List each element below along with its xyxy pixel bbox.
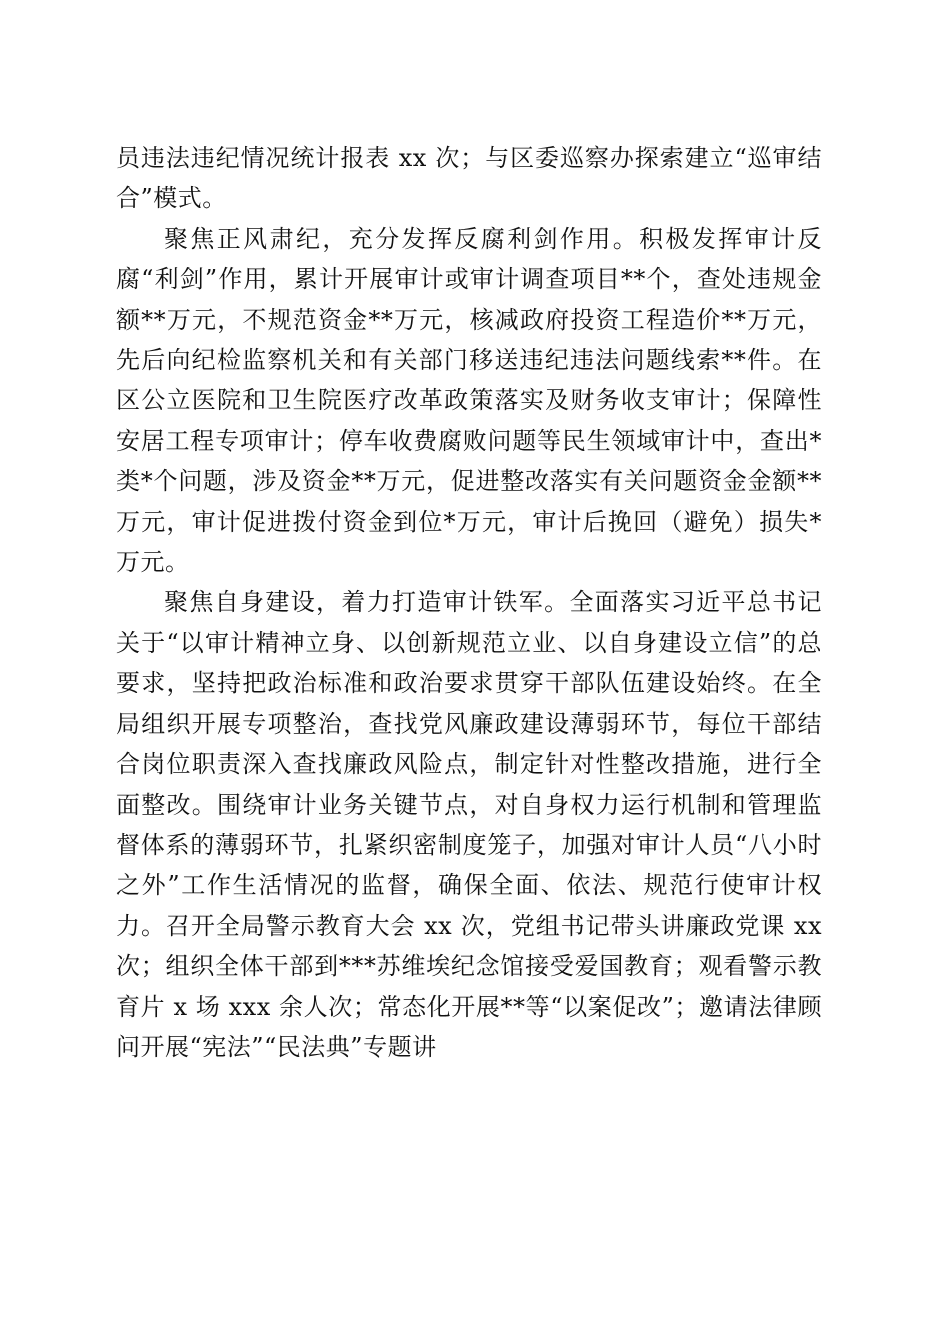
paragraph-2: 聚焦正风肃纪，充分发挥反腐利剑作用。积极发挥审计反腐“利剑”作用，累计开展审计或审计调查项目**个，查处违规金额**万元，不规范资金**万元，核减政府投资工程造价**万元，先后向纪检监察机关和有关部门移送违纪违法问题线索**件。在区公立医院和卫生院医疗改革政策落实及财务收支审计；保障性安居工程专项审计；停车收费腐败问题等民生领域审计中，查出*类*个问题，涉及资金**万元，促进整改落实有关问题资金金额**万元，审计促进拨付资金到位*万元，审计后挽回（避免）损失*万元。 bbox=[116, 224, 822, 577]
document-body bbox=[116, 138, 822, 1067]
paragraph-1: 员违法违纪情况统计报表 xx 次；与区委巡察办探索建立“巡审结合”模式。 bbox=[116, 144, 822, 213]
paragraph-3: 聚焦自身建设，着力打造审计铁军。全面落实习近平总书记关于“以审计精神立身、以创新规范立业、以自身建设立信”的总要求，坚持把政治标准和政治要求贯穿干部队伍建设始终。在全局组织开展专项整治，查找党风廉政建设薄弱环节，每位干部结合岗位职责深入查找廉政风险点，制定针对性整改措施，进行全面整改。围绕审计业务关键节点，对自身权力运行机制和管理监督体系的薄弱环节，扎紧织密制度笼子，加强对审计人员“八小时之外”工作生活情况的监督，确保全面、依法、规范行使审计权力。召开全局警示教育大会 xx 次，党组书记带头讲廉政党课 xx 次；组织全体干部到***苏维埃纪念馆接受爱国教育；观看警示教育片 x 场 xxx 余人次；常态化开展**等“以案促改”；邀请法律顾问开展“宪法”“民法典”专题讲 bbox=[116, 588, 822, 1061]
